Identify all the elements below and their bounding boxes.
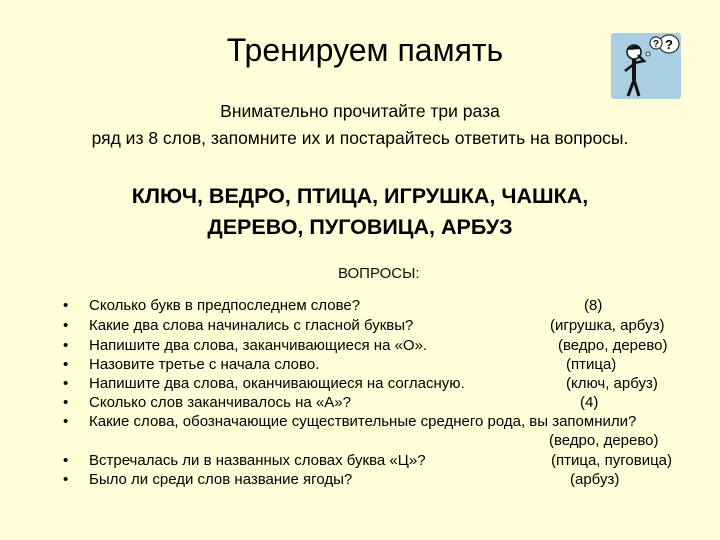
question-text: Было ли среди слов название ягоды?: [89, 471, 353, 488]
question-answer: (4): [580, 394, 599, 411]
thinking-person-icon: [611, 33, 681, 99]
question-answer: (8): [584, 297, 603, 314]
bullet: •: [63, 394, 69, 411]
question-text: Какие слова, обозначающие существительные среднего рода, вы запомнили?: [89, 413, 637, 430]
bullet: •: [63, 471, 69, 488]
word-list: [0, 181, 720, 243]
question-answer: (птица, пуговица): [551, 452, 673, 469]
question-text: Напишите два слова, заканчивающиеся на «О».: [89, 337, 428, 354]
question-text: Встречалась ли в названных словах буква «Ц»?: [89, 452, 426, 469]
bullet: •: [63, 297, 69, 314]
slide-title: Тренируем память: [226, 32, 504, 68]
question-answer: (птица): [566, 356, 617, 373]
svg-text:?: ?: [653, 39, 660, 50]
bullet: •: [63, 356, 69, 373]
question-text: Сколько слов заканчивалось на «А»?: [89, 394, 351, 411]
question-answer: (ключ, арбуз): [566, 375, 658, 392]
question-answer: (ведро, дерево): [549, 432, 659, 449]
instruction-line-2: ряд из 8 слов, запомните их и постарайтесь ответить на вопросы.: [91, 128, 629, 148]
instruction-line-1: Внимательно прочитайте три раза: [220, 101, 500, 121]
word-list-line-1: КЛЮЧ, ВЕДРО, ПТИЦА, ИГРУШКА, ЧАШКА,: [131, 184, 589, 208]
svg-text:?: ?: [665, 37, 673, 52]
bullet: •: [63, 375, 69, 392]
bullet: •: [63, 452, 69, 469]
questions-heading: ВОПРОСЫ:: [338, 265, 420, 282]
question-answer: (игрушка, арбуз): [550, 317, 665, 334]
bullet: •: [63, 413, 69, 430]
question-answer: (ведро, дерево): [558, 337, 668, 354]
bullet: •: [63, 317, 69, 334]
question-text: Какие два слова начинались с гласной буквы?: [89, 317, 414, 334]
instruction: [0, 98, 720, 152]
question-text: Сколько букв в предпоследнем слове?: [89, 297, 361, 314]
question-text: Напишите два слова, оканчивающиеся на согласную.: [89, 375, 465, 392]
question-text: Назовите третье с начала слово.: [89, 356, 320, 373]
bullet: •: [63, 337, 69, 354]
question-answer: (арбуз): [570, 471, 620, 488]
word-list-line-2: ДЕРЕВО, ПУГОВИЦА, АРБУЗ: [207, 215, 513, 239]
